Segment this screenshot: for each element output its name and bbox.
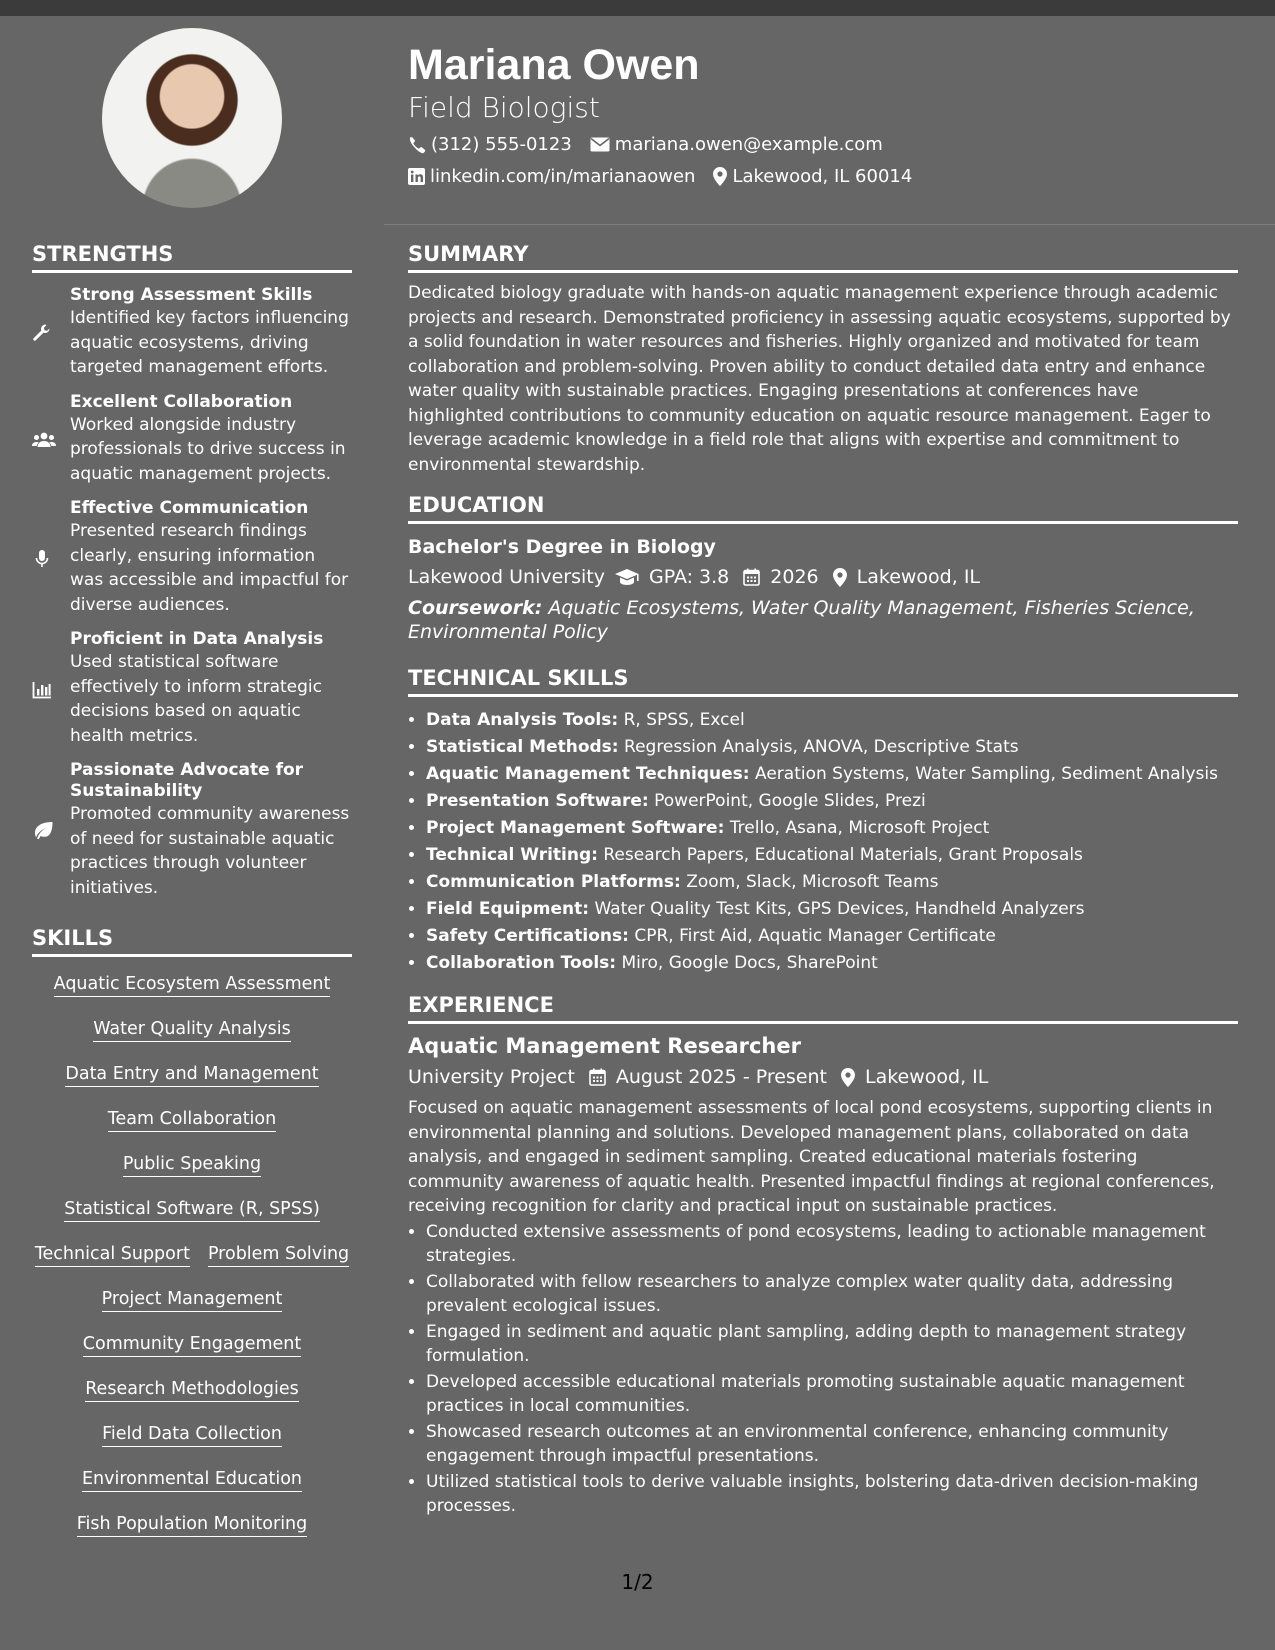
skill-value: Regression Analysis, ANOVA, Descriptive Stats (624, 737, 1019, 757)
skills-section (32, 926, 352, 1548)
skill-tag: Research Methodologies (85, 1379, 299, 1402)
skill-value: Trello, Asana, Microsoft Project (729, 818, 990, 838)
email-address: mariana.owen@example.com (614, 134, 883, 155)
skill-label: Safety Certifications: (426, 926, 629, 946)
page-indicator: 1/2 (621, 1570, 654, 1594)
candidate-name: Mariana Owen (408, 41, 700, 89)
strength-description: Presented research findings clearly, ensuring information was accessible and impactful for diverse audiences. (70, 521, 349, 615)
list-item: • Collaborated with fellow researchers to analyze complex water quality data, addressing prevalent ecological issues. (426, 1270, 1238, 1319)
leaf-icon (32, 760, 58, 900)
skill-value: R, SPSS, Excel (623, 710, 745, 730)
graduation-year: 2026 (770, 566, 819, 588)
strength-description: Worked alongside industry professionals to drive success in aquatic management projects. (70, 414, 346, 484)
experience-section (408, 993, 1238, 1519)
bar-chart-icon (32, 629, 58, 748)
date-range: August 2025 - Present (615, 1066, 827, 1088)
position-description: Focused on aquatic management assessments of local pond ecosystems, supporting clients in environmental planning and solutions. Developed management plans, collaborated on data analysis, and engaged in sediment sampling. Created educational materials fostering community awareness of aquatic health. Presented impactful findings at regional conferences, receiving recognition for clarity and practical input on sustainable practices. (408, 1098, 1215, 1216)
education-section (408, 493, 1238, 644)
skill-value: Research Papers, Educational Materials, Grant Proposals (603, 845, 1083, 865)
school-name: Lakewood University (408, 566, 605, 588)
gpa: GPA: 3.8 (648, 566, 730, 588)
skill-tag: Aquatic Ecosystem Assessment (54, 974, 331, 997)
skill-tag: Fish Population Monitoring (77, 1514, 308, 1537)
skill-tag: Field Data Collection (102, 1424, 282, 1447)
skill-label: Aquatic Management Techniques: (426, 764, 750, 784)
technical-skills-list (408, 707, 1238, 977)
position-location: Lakewood, IL (865, 1066, 989, 1088)
skill-tag: Problem Solving (208, 1244, 349, 1267)
education-meta (408, 566, 1238, 588)
list-item (426, 896, 1238, 923)
strength-title: Effective Communication (70, 498, 309, 518)
skill-value: Aeration Systems, Water Sampling, Sediment Analysis (755, 764, 1218, 784)
list-item (426, 842, 1238, 869)
list-item: • Showcased research outcomes at an environmental conference, enhancing community engagement through impactful presentations. (426, 1420, 1238, 1469)
skill-label: Data Analysis Tools: (426, 710, 619, 730)
skill-tag: Water Quality Analysis (93, 1019, 291, 1042)
skill-tag: Community Engagement (83, 1334, 301, 1357)
list-item (426, 815, 1238, 842)
skill-tag: Technical Support (35, 1244, 190, 1267)
skill-label: Statistical Methods: (426, 737, 619, 757)
phone-icon (408, 136, 426, 154)
list-item: • Engaged in sediment and aquatic plant sampling, adding depth to management strategy formulation. (426, 1320, 1238, 1369)
list-item (426, 761, 1238, 788)
job-title: Field Biologist (408, 91, 600, 124)
graduation-cap-icon (615, 568, 639, 586)
header-divider (384, 224, 1275, 225)
skill-value: Water Quality Test Kits, GPS Devices, Handheld Analyzers (594, 899, 1085, 919)
strengths-section (32, 242, 352, 900)
skill-label: Project Management Software: (426, 818, 725, 838)
skill-label: Technical Writing: (426, 845, 598, 865)
list-item: • Conducted extensive assessments of pond ecosystems, leading to actionable management strategies. (426, 1220, 1238, 1269)
skill-tag: Project Management (102, 1289, 283, 1312)
linkedin-contact[interactable] (408, 166, 695, 187)
main-content (408, 242, 1238, 1519)
skill-value: CPR, First Aid, Aquatic Manager Certificate (634, 926, 996, 946)
skill-value: Miro, Google Docs, SharePoint (621, 953, 878, 973)
education-location: Lakewood, IL (856, 566, 981, 588)
phone-contact[interactable] (408, 134, 572, 155)
degree-title: Bachelor's Degree in Biology (408, 536, 716, 558)
strength-item (32, 392, 352, 487)
position-meta (408, 1066, 1238, 1088)
list-item: • Developed accessible educational materials promoting sustainable aquatic management practices in local communities. (426, 1370, 1238, 1419)
strengths-heading: STRENGTHS (32, 242, 352, 273)
list-item (426, 707, 1238, 734)
position-title: Aquatic Management Researcher (408, 1034, 801, 1058)
technical-skills-section (408, 666, 1238, 977)
skill-value: PowerPoint, Google Slides, Prezi (654, 791, 926, 811)
skills-list (32, 963, 352, 1548)
wrench-icon (32, 285, 58, 380)
contact-row (408, 134, 883, 155)
calendar-icon (743, 568, 760, 586)
users-icon (32, 392, 58, 487)
strength-item (32, 629, 352, 748)
location-contact (713, 166, 912, 187)
list-item: • Utilized statistical tools to derive valuable insights, bolstering data-driven decision-making processes. (426, 1470, 1238, 1519)
map-pin-icon (713, 167, 727, 186)
summary-heading: SUMMARY (408, 242, 1238, 273)
skills-heading: SKILLS (32, 926, 352, 957)
skill-label: Collaboration Tools: (426, 953, 617, 973)
coursework-list: Aquatic Ecosystems, Water Quality Management, Fisheries Science, Environmental Policy (408, 597, 1195, 643)
list-item (426, 869, 1238, 896)
strength-item (32, 498, 352, 617)
skill-tag: Public Speaking (123, 1154, 261, 1177)
calendar-icon (589, 1068, 606, 1086)
coursework-label: Coursework: (408, 597, 543, 619)
strength-title: Proficient in Data Analysis (70, 629, 324, 649)
skill-tag: Statistical Software (R, SPSS) (64, 1199, 320, 1222)
summary-section (408, 242, 1238, 477)
technical-skills-heading: TECHNICAL SKILLS (408, 666, 1238, 697)
phone-number: (312) 555-0123 (431, 134, 572, 155)
strength-description: Promoted community awareness of need for sustainable aquatic practices through volunteer initiatives. (70, 804, 350, 898)
list-item (426, 788, 1238, 815)
experience-heading: EXPERIENCE (408, 993, 1238, 1024)
coursework (408, 596, 1238, 644)
envelope-icon (590, 137, 610, 152)
linkedin-url: linkedin.com/in/marianaowen (430, 166, 696, 187)
skill-value: Zoom, Slack, Microsoft Teams (686, 872, 939, 892)
education-heading: EDUCATION (408, 493, 1238, 524)
map-pin-icon (833, 568, 847, 587)
skill-tag: Data Entry and Management (65, 1064, 318, 1087)
skill-tag: Environmental Education (82, 1469, 302, 1492)
strength-title: Strong Assessment Skills (70, 285, 313, 305)
email-contact[interactable] (590, 134, 883, 155)
skill-tag: Team Collaboration (108, 1109, 276, 1132)
location-text: Lakewood, IL 60014 (732, 166, 913, 187)
strength-description: Identified key factors influencing aquatic ecosystems, driving targeted management efforts. (70, 308, 349, 377)
strength-title: Excellent Collaboration (70, 391, 293, 412)
achievement-list (408, 1220, 1238, 1519)
list-item (426, 950, 1238, 977)
map-pin-icon (841, 1068, 855, 1087)
profile-photo (102, 28, 282, 208)
top-bar (0, 0, 1275, 16)
organization: University Project (408, 1066, 575, 1088)
linkedin-icon (408, 168, 425, 185)
strength-title: Passionate Advocate for Sustainability (70, 760, 304, 801)
strength-item (32, 760, 352, 900)
contact-row (408, 166, 912, 187)
skill-label: Communication Platforms: (426, 872, 681, 892)
list-item (426, 734, 1238, 761)
microphone-icon (32, 498, 58, 617)
strength-description: Used statistical software effectively to inform strategic decisions based on aquatic health metrics. (70, 652, 322, 746)
strength-item (32, 285, 352, 380)
skill-label: Presentation Software: (426, 791, 649, 811)
summary-text: Dedicated biology graduate with hands-on aquatic management experience through academic projects and research. Demonstrated proficiency in assessing aquatic ecosystems, supported by a solid foundation in water resources and fisheries. Highly organized and motivated for team collaboration and problem-solving. Proven ability to conduct detailed data entry and enhance water quality with sustainable practices. Engaging presentations at conferences have highlighted contributions to community education on aquatic resource management. Eager to leverage academic knowledge in a field role that aligns with expertise and commitment to environmental stewardship. (408, 283, 1231, 475)
list-item (426, 923, 1238, 950)
skill-label: Field Equipment: (426, 899, 590, 919)
